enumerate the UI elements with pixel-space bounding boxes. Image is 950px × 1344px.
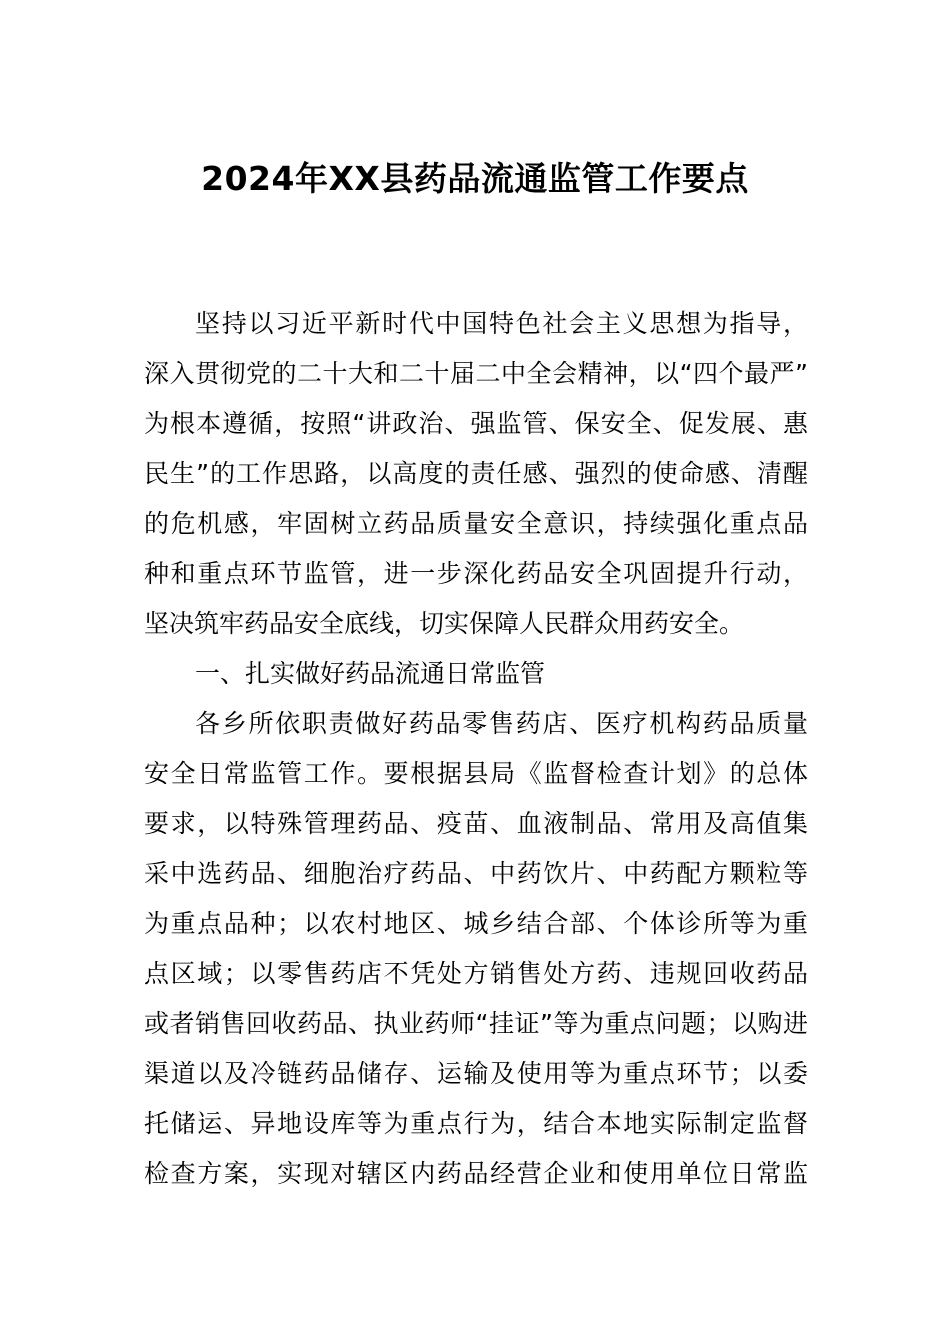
paragraph-1-line-1: 坚持以习近平新时代中国特色社会主义思想为指导， [195, 309, 808, 338]
paragraph-2-line-5: 为重点品种；以农村地区、城乡结合部、个体诊所等为重 [144, 909, 808, 938]
paragraph-1-line-5: 的危机感，牢固树立药品质量安全意识，持续强化重点品 [144, 509, 808, 538]
paragraph-2-line-3: 要求，以特殊管理药品、疫苗、血液制品、常用及高值集 [144, 809, 808, 838]
paragraph-1-line-2: 深入贯彻党的二十大和二十届二中全会精神，以“四个最严” [144, 359, 808, 388]
paragraph-2-line-1: 各乡所依职责做好药品零售药店、医疗机构药品质量 [195, 709, 808, 738]
section-heading-1: 一、扎实做好药品流通日常监管 [195, 659, 546, 688]
paragraph-1-line-7: 坚决筑牢药品安全底线，切实保障人民群众用药安全。 [144, 609, 745, 638]
paragraph-2-line-8: 渠道以及冷链药品储存、运输及使用等为重点环节；以委 [144, 1059, 808, 1088]
paragraph-2-line-7: 或者销售回收药品、执业药师“挂证”等为重点问题；以购进 [144, 1009, 808, 1038]
paragraph-1-line-4: 民生”的工作思路，以高度的责任感、强烈的使命感、清醒 [144, 459, 808, 488]
document-title: 2024年XX县药品流通监管工作要点 [201, 159, 749, 198]
paragraph-2-line-2: 安全日常监管工作。要根据县局《监督检查计划》的总体 [144, 759, 808, 788]
paragraph-2-line-9: 托储运、异地设库等为重点行为，结合本地实际制定监督 [144, 1109, 808, 1138]
paragraph-2-line-10: 检查方案，实现对辖区内药品经营企业和使用单位日常监 [144, 1159, 808, 1188]
paragraph-2-line-6: 点区域；以零售药店不凭处方销售处方药、违规回收药品 [144, 959, 808, 988]
paragraph-1-line-6: 种和重点环节监管，进一步深化药品安全巩固提升行动， [144, 559, 808, 588]
document-body [144, 299, 808, 1199]
paragraph-1-line-3: 为根本遵循，按照“讲政治、强监管、保安全、促发展、惠 [144, 409, 808, 438]
paragraph-2-line-4: 采中选药品、细胞治疗药品、中药饮片、中药配方颗粒等 [144, 859, 808, 888]
